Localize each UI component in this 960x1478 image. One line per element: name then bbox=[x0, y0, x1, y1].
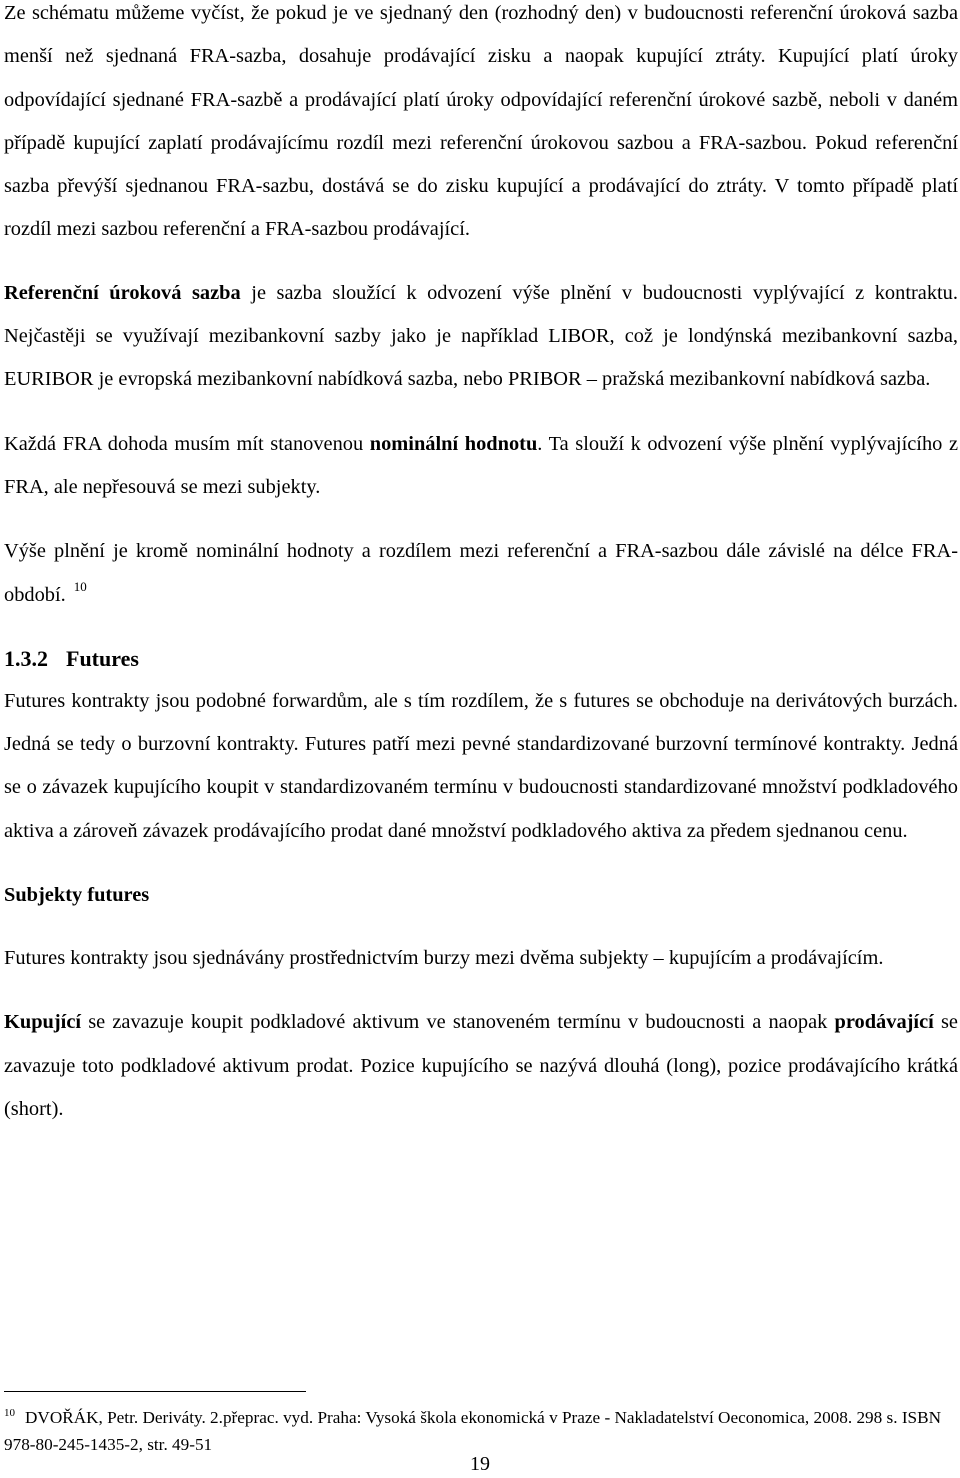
paragraph-futures-subjects: Futures kontrakty jsou sjednávány prostřednictvím burzy mezi dvěma subjekty – kupujícím a prodávajícím. bbox=[4, 947, 884, 970]
paragraph-buyer-seller-mid: se zavazuje koupit podkladové aktivum ve stanoveném termínu v budoucnosti a naopak bbox=[81, 1011, 835, 1034]
paragraph-futures-intro: Futures kontrakty jsou podobné forwardům, ale s tím rozdílem, že s futures se obchoduje na derivátových burzách. Jedná se tedy o burzovní kontrakty. Futures patří mezi pevné standardizované burzovní termínové kontrakty. Jedná se o závazek kupujícího koupit v standardizovaném termínu v budoucnosti standardizované množství podkladového aktiva a zároveň závazek prodávajícího prodat dané množství podkladového aktiva za předem sjednanou cenu. bbox=[4, 689, 958, 842]
paragraph-nominal-value-end: . Ta slouží k odvození výše plnění vyplývajícího z FRA, ale nepřesouvá se mezi subjekty. bbox=[4, 432, 958, 498]
footnote bbox=[4, 1404, 954, 1458]
subsection-heading: Subjekty futures bbox=[4, 884, 150, 907]
paragraph-settlement bbox=[4, 530, 958, 617]
footnote-reference[interactable]: 10 bbox=[73, 578, 87, 594]
page-number: 19 bbox=[470, 1453, 490, 1475]
paragraph-buyer-seller bbox=[4, 1001, 958, 1131]
section-title: Futures bbox=[66, 645, 139, 671]
section-heading bbox=[4, 637, 958, 680]
term-reference-rate: Referenční úroková sazba bbox=[4, 281, 241, 304]
paragraph-reference-rate-text: je sazba sloužící k odvození výše plnění v budoucnosti vyplývající z kontraktu. Nejčastěji se využívají mezibankovní sazby jako je například LIBOR, což je londýnská mezibankovní sazba, EURIBOR je evropská mezibankovní nabídková sazba, nebo PRIBOR – pražská mezibankovní nabídková sazba. bbox=[4, 281, 958, 391]
footnote-number: 10 bbox=[4, 1407, 15, 1419]
footnote-divider bbox=[4, 1391, 306, 1392]
section-number: 1.3.2 bbox=[4, 645, 48, 671]
document-page bbox=[4, 0, 958, 1131]
paragraph-settlement-text: Výše plnění je kromě nominální hodnoty a rozdílem mezi referenční a FRA-sazbou dále závislé na délce FRA-období. bbox=[4, 540, 958, 606]
paragraph-fra-schema: Ze schématu můžeme vyčíst, že pokud je ve sjednaný den (rozhodný den) v budoucnosti referenční úroková sazba menší než sjednaná FRA-sazba, dosahuje prodávající zisku a naopak kupující ztráty. Kupující platí úroky odpovídající sjednané FRA-sazbě a prodávající platí úroky odpovídající referenční úrokové sazbě, neboli v daném případě kupující zaplatí prodávajícímu rozdíl mezi referenční úrokovou sazbou a FRA-sazbou. Pokud referenční sazba převýší sjednanou FRA-sazbu, dostává se do zisku kupující a prodávající do ztráty. V tomto případě platí rozdíl mezi sazbou referenční a FRA-sazbou prodávající. bbox=[4, 2, 958, 241]
term-nominal-value: nominální hodnotu bbox=[369, 432, 538, 455]
paragraph-nominal-value-start: Každá FRA dohoda musím mít stanovenou bbox=[4, 432, 370, 455]
paragraph-buyer-seller-end: se zavazuje toto podkladové aktivum prodat. Pozice kupujícího se nazývá dlouhá (long), pozice prodávajícího krátká (short). bbox=[4, 1011, 958, 1120]
term-buyer: Kupující bbox=[4, 1011, 82, 1034]
paragraph-reference-rate bbox=[4, 272, 958, 402]
paragraph-nominal-value bbox=[4, 423, 958, 510]
footnote-text: DVOŘÁK, Petr. Deriváty. 2.přeprac. vyd. Praha: Vysoká škola ekonomická v Praze - Nakladatelství Oeconomica, 2008. 298 s. ISBN 978-80-245-1435-2, str. 49-51 bbox=[4, 1408, 941, 1454]
term-seller: prodávající bbox=[834, 1011, 934, 1034]
